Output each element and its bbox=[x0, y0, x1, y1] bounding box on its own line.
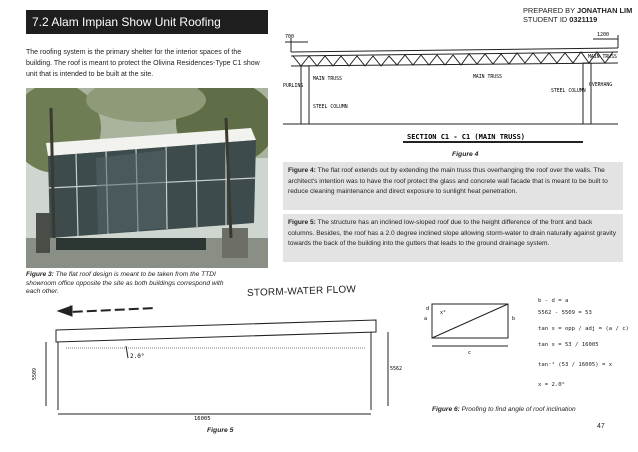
figure-6-caption bbox=[432, 406, 576, 413]
left-height-label: 5509 bbox=[32, 367, 38, 380]
dim-left-label: 700 bbox=[285, 34, 295, 40]
overhang-label: OVERHANG bbox=[589, 83, 613, 88]
calc-line-3: tan x = opp / adj = (a / c) bbox=[538, 326, 629, 332]
student-prefix: STUDENT ID bbox=[523, 15, 570, 24]
triangle-d-label: d bbox=[426, 306, 430, 312]
figure-4-note bbox=[283, 162, 623, 210]
showroom-photo bbox=[26, 88, 268, 268]
student-id: 0321119 bbox=[569, 15, 598, 24]
storm-water-flow-label: STORM-WATER FLOW bbox=[246, 284, 357, 299]
intro-paragraph: The roofing system is the primary shelter for the interior spaces of the building. The roof is meant to protect the Olivina Residences-Type C1 show unit that is intended to be built at the site. bbox=[26, 49, 260, 78]
figure-5-label: Figure 5 bbox=[207, 427, 234, 434]
figure-6-text: Proofing to find angle of roof inclination bbox=[459, 406, 576, 413]
calc-line-5: tan⁻¹ (53 / 16005) = x bbox=[538, 362, 613, 368]
purlins-label: PURLINS bbox=[283, 84, 304, 89]
calc-line-1: b - d = a bbox=[538, 298, 569, 304]
figure-6-label: Figure 6: bbox=[432, 406, 460, 413]
figure-5-note-text: The structure has an inclined low-sloped roof due to the height difference of the front and back columns. Besides, the roof has a 2.0 degree inclined slope allowing storm-water to drain naturally against gravity towards the back of the building into the gutters that leads to the ground drainage system. bbox=[288, 219, 617, 248]
figure-3-label: Figure 3: bbox=[26, 271, 54, 278]
prepared-by-line bbox=[523, 6, 633, 15]
steel-column-left-label: STEEL COLUMN bbox=[313, 105, 348, 110]
main-truss-left-label: MAIN TRUSS bbox=[313, 77, 342, 82]
prepared-prefix: PREPARED BY bbox=[523, 6, 577, 15]
triangle-c-label: c bbox=[468, 350, 472, 356]
page-number: 47 bbox=[597, 423, 605, 430]
figure-3-text: The flat roof design is meant to be taken from the TTDI showroom office opposite the site as both buildings correspond with each other. bbox=[26, 271, 224, 296]
right-height-label: 5562 bbox=[390, 366, 403, 372]
figure-4-note-text: The flat roof extends out by extending the main truss thus overhanging the roof over the walls. The architect's intention was to have the roof protect the glass and concrete wall facade that is meant to be built to reduce cleaning maintenance and direct exposure to sunlight heat penetration. bbox=[288, 167, 608, 196]
triangle-x-label: x° bbox=[440, 310, 447, 316]
calc-line-2: 5562 - 5509 = 53 bbox=[538, 310, 592, 316]
triangle-a-label: a bbox=[424, 316, 428, 322]
figure-5-note bbox=[283, 214, 623, 262]
angle-calculation-sketch bbox=[420, 290, 630, 400]
page-title: 7.2 Alam Impian Show Unit Roofing bbox=[26, 10, 268, 34]
span-label: 16005 bbox=[194, 416, 211, 422]
author-name: JONATHAN LIM bbox=[576, 6, 633, 15]
figure-5-note-label: Figure 5: bbox=[288, 219, 316, 226]
author-block bbox=[523, 6, 633, 24]
truss-section-sketch bbox=[283, 30, 623, 153]
main-truss-mid-label: MAIN TRUSS bbox=[473, 75, 502, 80]
calc-line-4: tan x = 53 / 16005 bbox=[538, 342, 599, 348]
main-truss-right-label: MAIN TRUSS bbox=[588, 55, 617, 60]
section-title-label: SECTION C1 - C1 (MAIN TRUSS) bbox=[407, 133, 526, 141]
slope-angle-label: 2.0° bbox=[130, 353, 145, 360]
roof-slope-sketch bbox=[26, 298, 418, 422]
steel-column-right-label: STEEL COLUMN bbox=[551, 89, 586, 94]
triangle-b-label: b bbox=[512, 316, 516, 322]
figure-4-label: Figure 4 bbox=[452, 151, 479, 158]
student-id-line bbox=[523, 15, 633, 24]
figure-3-caption bbox=[26, 271, 236, 297]
figure-4-note-label: Figure 4: bbox=[288, 167, 316, 174]
calc-line-6: x = 2.0° bbox=[538, 382, 565, 388]
dim-right-label: 1200 bbox=[597, 32, 610, 38]
